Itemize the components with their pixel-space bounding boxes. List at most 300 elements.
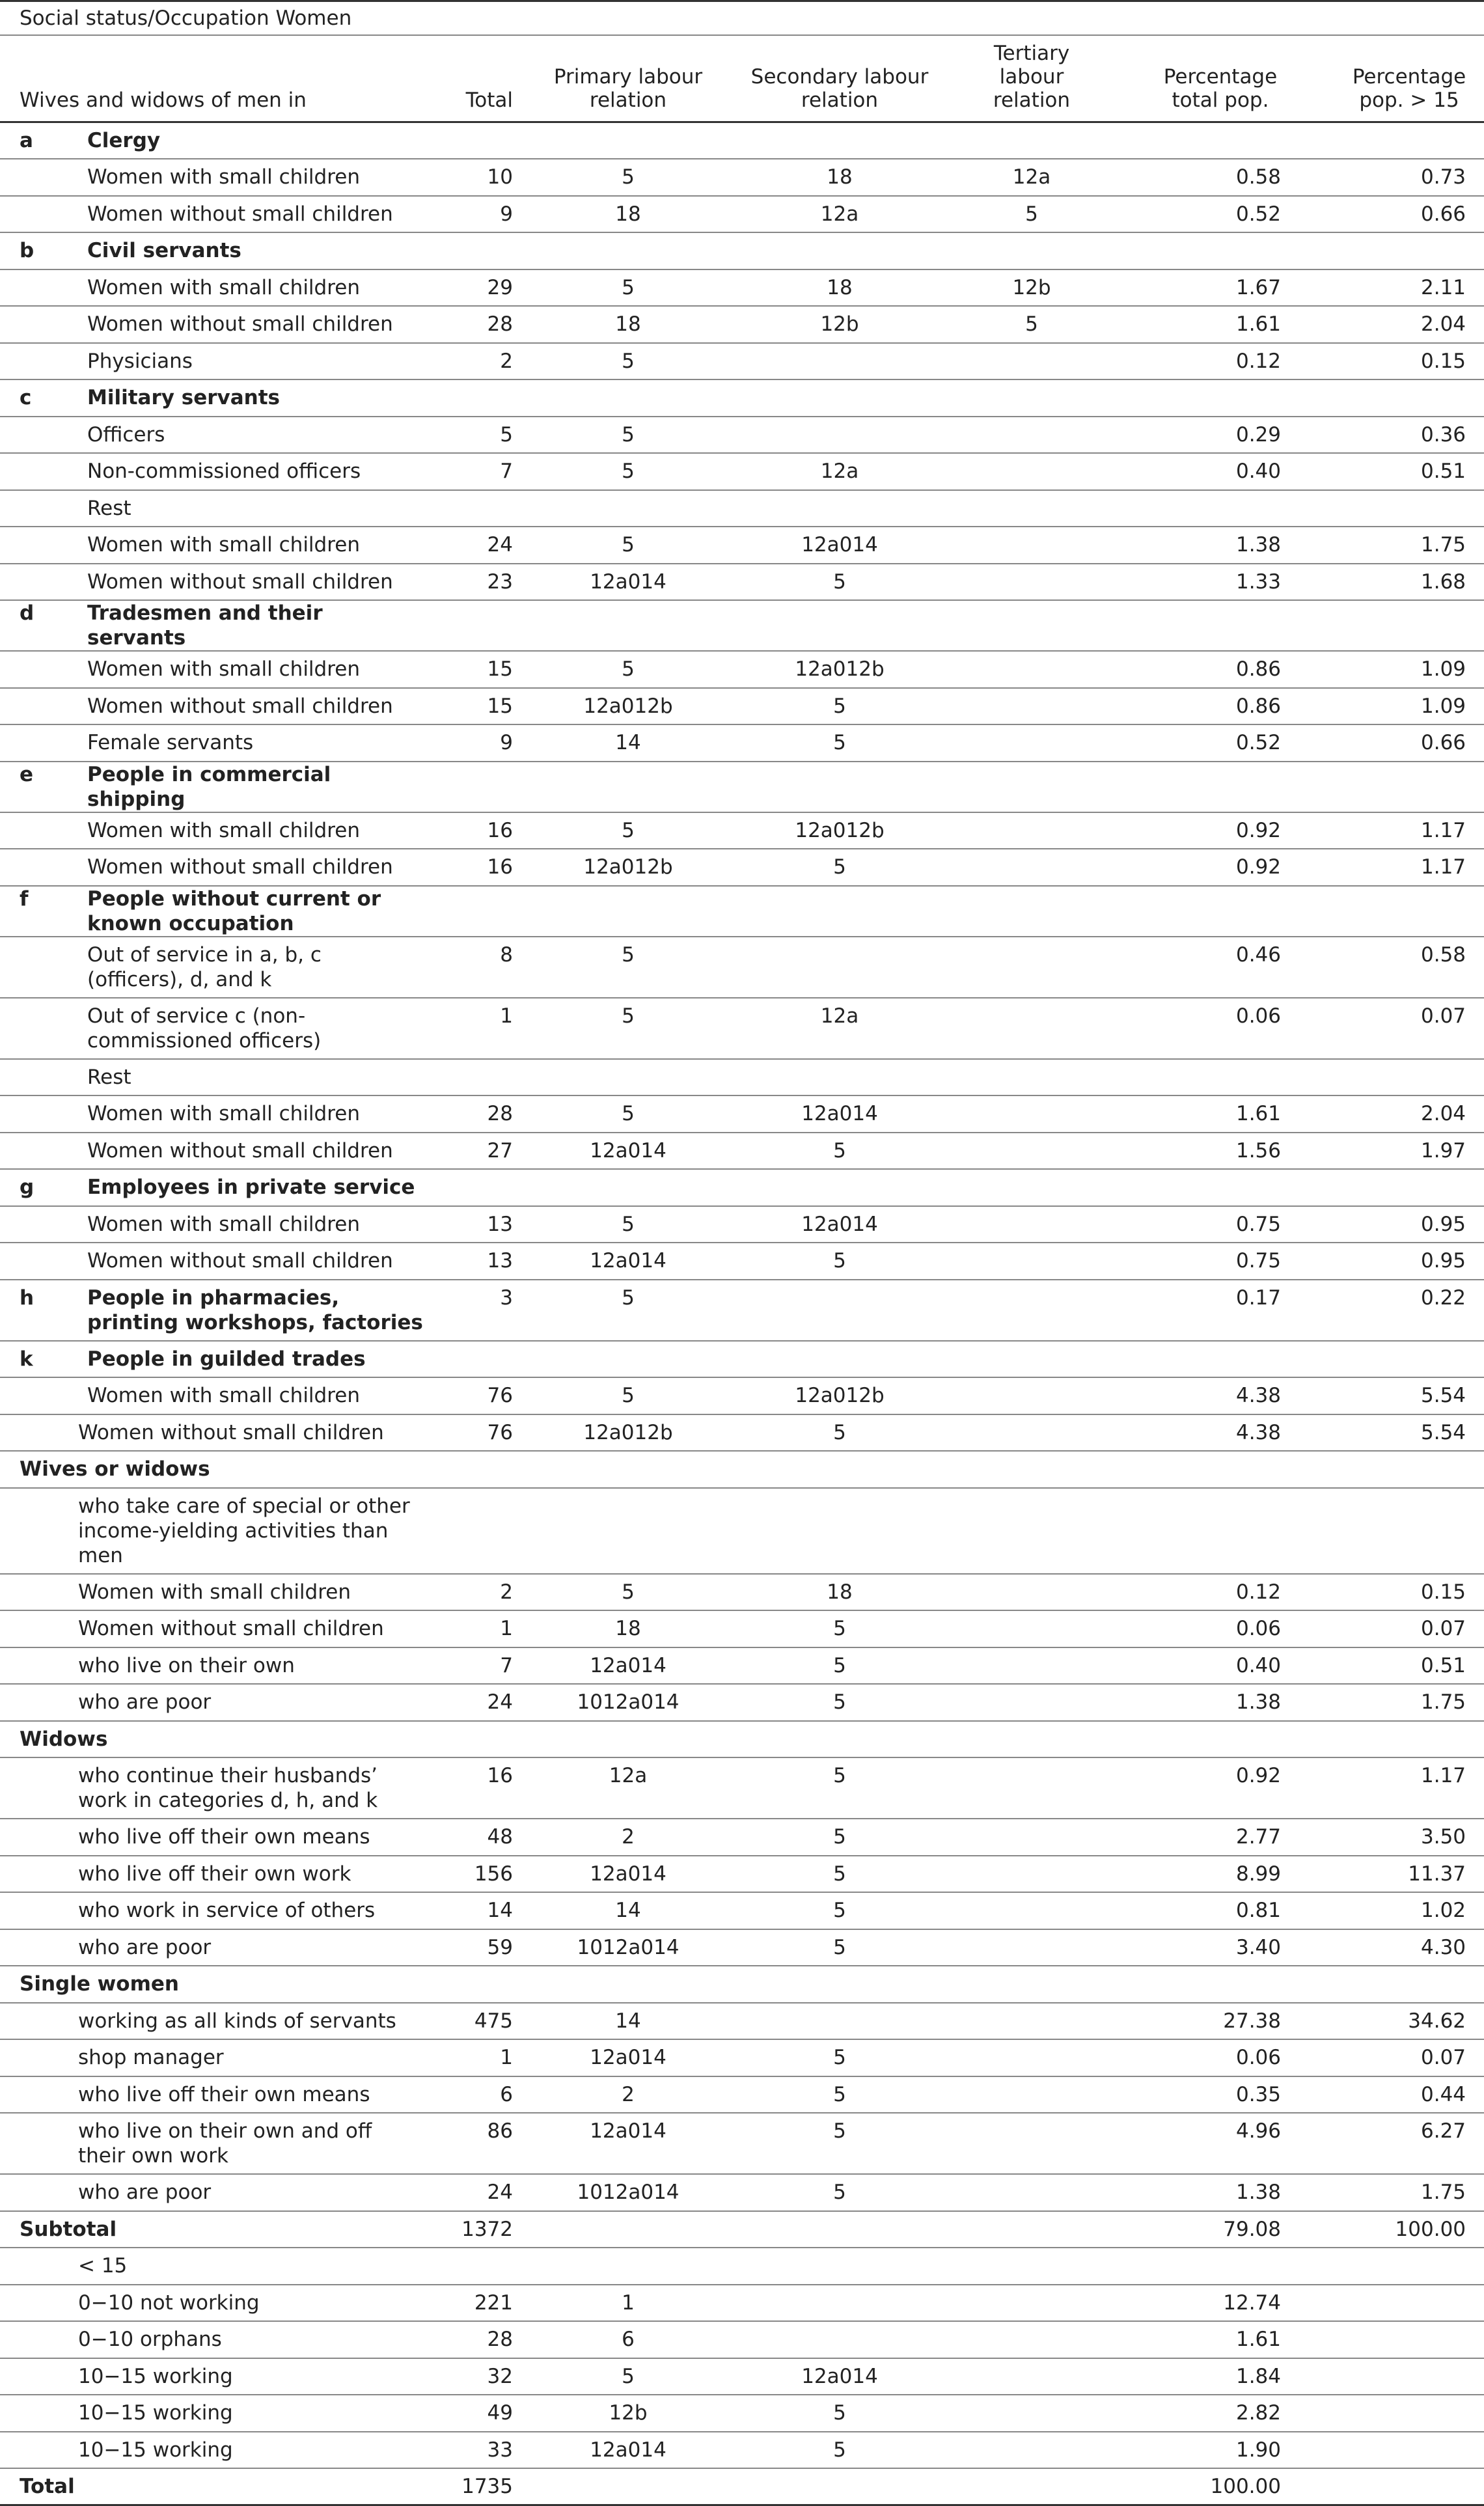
cell-tertiary [944,1206,1120,1243]
category-row [0,122,1484,159]
cell-pct-total [1120,490,1302,527]
cell-pct-total: 0.40 [1235,460,1281,484]
cell-secondary: 12a [820,460,859,484]
cell-primary: 5 [622,1384,635,1408]
cell-tertiary [944,849,1120,886]
cell-pct-15: 0.95 [1421,1249,1466,1273]
cell-tertiary: 12a [1012,165,1051,189]
cell-primary [521,232,735,269]
row-label: who are poor [78,2181,212,2205]
row-label: Physicians [87,349,193,373]
row-label: 10−15 working [78,2364,233,2388]
row-label: 0−10 orphans [78,2328,222,2352]
cell-secondary: 12a [820,202,859,226]
row-label: Women without small children [87,312,393,337]
cell-secondary [735,600,944,651]
table-row [0,490,1484,527]
cell-pct-total [1120,2248,1302,2285]
table-row [0,564,1484,601]
cell-pct-total [1120,1169,1302,1206]
cell-primary: 5 [622,1212,635,1236]
cell-tertiary [944,600,1120,651]
category-code: k [20,1347,33,1371]
row-label: Rest [87,496,131,520]
cell-secondary: 5 [833,570,846,594]
cell-total [430,1169,521,1206]
cell-pct-total: 0.17 [1235,1286,1281,1310]
category-label [0,379,430,417]
table-row [0,1647,1484,1685]
row-label: Women without small children [78,1420,384,1444]
table-row [0,1574,1484,1611]
cell-total [430,490,521,527]
cell-total [430,1488,521,1574]
cell-secondary: 5 [833,2181,846,2205]
cell-secondary [735,1966,944,2003]
category-name: Tradesmen and their servants [87,601,323,650]
category-row [0,1280,1484,1341]
cell-pct-total: 1.38 [1235,2181,1281,2205]
cell-primary: 5 [622,460,635,484]
cell-pct-15 [1302,886,1484,937]
cell-primary: 5 [622,533,635,557]
table-row [0,937,1484,998]
category-name: Employees in private service [87,1176,415,1200]
cell-pct-total: 0.06 [1235,2046,1281,2070]
row-label: who live on their own and off their own work [78,2119,372,2168]
cell-secondary: 5 [833,855,846,879]
cell-primary: 5 [622,1102,635,1126]
row-label: Women without small children [87,694,393,718]
cell-primary: 12a014 [590,2438,666,2462]
cell-secondary: 5 [833,2082,846,2106]
cell-secondary: 5 [833,1862,846,1886]
cell-pct-total [1120,1451,1302,1488]
cell-pct-total: 1.84 [1235,2364,1281,2388]
cell-secondary [735,1341,944,1378]
table-row [0,1684,1484,1721]
cell-pct-total: 1.38 [1235,533,1281,557]
cell-tertiary [944,1610,1120,1647]
cell-tertiary [944,1721,1120,1758]
section-row [0,2211,1484,2248]
cell-tertiary [944,1966,1120,2003]
cell-pct-total: 0.92 [1235,855,1281,879]
cell-tertiary [944,527,1120,564]
table-row [0,417,1484,454]
table-row [0,1819,1484,1856]
cell-tertiary [944,998,1120,1059]
category-code: a [20,129,33,152]
cell-secondary [735,1721,944,1758]
cell-primary [521,1721,735,1758]
cell-primary [521,122,735,159]
cell-primary: 5 [622,1004,635,1028]
row-label: 10−15 working [78,2438,233,2462]
cell-pct-15 [1302,2358,1484,2395]
cell-primary: 12a012b [583,694,673,718]
cell-secondary: 5 [833,731,846,755]
cell-primary: 5 [622,275,635,299]
cell-secondary [735,417,944,454]
cell-secondary [735,122,944,159]
table-title: Social status/Occupation Women [20,6,352,30]
cell-secondary: 5 [833,1249,846,1273]
cell-pct-15: 1.75 [1421,1690,1466,1714]
cell-pct-total: 1.61 [1235,2328,1281,2352]
cell-pct-total: 0.40 [1235,1653,1281,1677]
cell-pct-15: 0.51 [1421,1653,1466,1677]
cell-pct-15: 1.17 [1421,855,1466,879]
cell-pct-15: 1.17 [1421,818,1466,842]
cell-total: 13 [487,1249,513,1273]
total-row [0,2468,1484,2505]
table-row [0,1610,1484,1647]
cell-secondary: 5 [833,1825,846,1849]
cell-tertiary [944,1892,1120,1929]
cell-secondary [735,937,944,998]
cell-total: 14 [487,1899,513,1923]
cell-pct-15: 1.97 [1421,1138,1466,1163]
cell-tertiary [944,1341,1120,1378]
cell-secondary [735,2003,944,2040]
cell-primary: 6 [622,2328,635,2352]
cell-primary [521,1488,735,1574]
row-label: who work in service of others [78,1899,376,1923]
cell-secondary: 5 [833,2438,846,2462]
cell-tertiary [944,343,1120,380]
cell-tertiary [944,2174,1120,2211]
cell-total: 10 [487,165,513,189]
cell-pct-15 [1302,2395,1484,2432]
header-secondary: Secondary labour relation [750,65,929,112]
cell-pct-15: 1.09 [1421,694,1466,718]
section-label: Single women [20,1972,179,1996]
cell-pct-15 [1302,762,1484,812]
cell-pct-total [1120,1488,1302,1574]
cell-total: 28 [487,312,513,337]
section-row [0,1966,1484,2003]
table-row [0,688,1484,725]
cell-tertiary [944,1488,1120,1574]
cell-total [430,122,521,159]
cell-tertiary [944,1243,1120,1280]
category-name: Civil servants [87,239,241,263]
row-label: who live off their own means [78,1825,370,1849]
table-row [0,1133,1484,1170]
cell-secondary: 5 [833,2401,846,2425]
cell-tertiary [944,2468,1120,2505]
cell-primary: 1012a014 [577,2181,680,2205]
cell-primary: 2 [622,2082,635,2106]
cell-primary: 18 [615,202,641,226]
cell-primary [521,2211,735,2248]
cell-total: 1 [500,1004,513,1028]
cell-pct-total: 2.77 [1235,1825,1281,1849]
cell-pct-total: 0.35 [1235,2082,1281,2106]
cell-primary: 12a014 [590,1862,666,1886]
table-row [0,1243,1484,1280]
cell-total [430,600,521,651]
row-label: Officers [87,422,165,447]
cell-secondary [735,490,944,527]
cell-total: 29 [487,275,513,299]
cell-secondary [735,2321,944,2358]
cell-tertiary [944,1280,1120,1341]
cell-tertiary [944,2211,1120,2248]
cell-secondary: 5 [833,1935,846,1959]
cell-primary: 18 [615,1617,641,1641]
table-row [0,2248,1484,2285]
cell-tertiary [944,1929,1120,1966]
cell-pct-15: 34.62 [1408,2009,1466,2033]
cell-tertiary: 5 [1025,312,1038,337]
cell-pct-15: 0.36 [1421,422,1466,447]
table-row [0,724,1484,762]
cell-pct-15 [1302,122,1484,159]
cell-secondary: 12a014 [801,1102,878,1126]
cell-total: 221 [474,2291,513,2315]
cell-secondary: 5 [833,1899,846,1923]
cell-total [430,1451,521,1488]
category-row [0,1169,1484,1206]
cell-tertiary [944,122,1120,159]
cell-tertiary [944,1414,1120,1452]
cell-tertiary [944,2076,1120,2114]
cell-secondary [735,232,944,269]
cell-pct-15: 1.68 [1421,570,1466,594]
table-row [0,1414,1484,1452]
cell-secondary: 5 [833,1420,846,1444]
cell-secondary: 12a014 [801,533,878,557]
cell-total: 6 [500,2082,513,2106]
cell-total [430,1721,521,1758]
cell-pct-15 [1302,379,1484,417]
cell-pct-15: 0.07 [1421,1617,1466,1641]
cell-pct-total: 1.56 [1235,1138,1281,1163]
table-row [0,1488,1484,1574]
cell-pct-15 [1302,1341,1484,1378]
cell-pct-15: 5.54 [1421,1420,1466,1444]
cell-pct-15 [1302,1059,1484,1096]
category-code: d [20,601,34,625]
cell-pct-total: 4.96 [1235,2119,1281,2143]
cell-pct-15: 0.07 [1421,1004,1466,1028]
row-label: Out of service c (non-commissioned officers) [87,1004,322,1053]
row-label: Non-commissioned officers [87,460,361,484]
section-row [0,1451,1484,1488]
cell-primary: 1012a014 [577,1935,680,1959]
cell-secondary [735,1451,944,1488]
cell-secondary: 5 [833,1653,846,1677]
cell-tertiary [944,1133,1120,1170]
row-label: who are poor [78,1690,212,1714]
cell-total [430,379,521,417]
table-row [0,2358,1484,2395]
cell-pct-total: 1.61 [1235,312,1281,337]
cell-total: 16 [487,1764,513,1787]
cell-pct-15: 1.09 [1421,657,1466,682]
cell-pct-15: 5.54 [1421,1384,1466,1408]
category-label [0,1341,430,1378]
cell-pct-total: 1.38 [1235,1690,1281,1714]
cell-tertiary [944,2039,1120,2076]
cell-total: 13 [487,1212,513,1236]
table-row [0,2174,1484,2211]
category-row [0,232,1484,269]
cell-tertiary [944,490,1120,527]
cell-pct-total: 0.75 [1235,1212,1281,1236]
table-body [0,122,1484,2505]
category-row [0,600,1484,651]
cell-primary: 5 [622,422,635,447]
cell-pct-total: 0.58 [1235,165,1281,189]
cell-primary: 5 [622,349,635,373]
category-name: Clergy [87,129,161,152]
cell-tertiary [944,1856,1120,1893]
cell-pct-total [1120,379,1302,417]
cell-tertiary [944,1169,1120,1206]
table-row [0,1892,1484,1929]
table-row [0,306,1484,343]
cell-primary [521,2468,735,2505]
table-row [0,269,1484,307]
cell-tertiary [944,724,1120,762]
cell-pct-15: 0.22 [1421,1286,1466,1310]
cell-tertiary: 5 [1025,202,1038,226]
cell-total: 475 [474,2009,513,2033]
cell-total: 59 [487,1935,513,1959]
cell-secondary: 12a014 [801,1212,878,1236]
category-label [0,600,430,651]
cell-total: 3 [500,1286,513,1310]
cell-primary: 14 [615,1899,641,1923]
cell-secondary: 5 [833,1617,846,1641]
cell-total: 2 [500,349,513,373]
cell-total [430,1059,521,1096]
cell-primary: 5 [622,657,635,682]
cell-pct-15 [1302,232,1484,269]
category-label [0,122,430,159]
table-row [0,1856,1484,1893]
cell-total [430,1966,521,2003]
cell-primary: 12a012b [583,855,673,879]
cell-pct-15: 6.27 [1421,2119,1466,2143]
cell-pct-total: 100.00 [1210,2475,1281,2498]
row-label: Women with small children [87,165,360,189]
row-label: who live on their own [78,1653,295,1677]
row-label: Women with small children [87,657,360,682]
cell-pct-15: 0.73 [1421,165,1466,189]
category-name: People in pharmacies, printing workshops, factories [87,1286,423,1334]
header-tertiary: Tertiary labour relation [993,42,1071,112]
cell-pct-total: 79.08 [1223,2217,1281,2241]
cell-pct-15: 0.66 [1421,202,1466,226]
row-label: Women with small children [87,533,360,557]
cell-pct-total: 4.38 [1235,1420,1281,1444]
table-row [0,2039,1484,2076]
table-row [0,1929,1484,1966]
row-label: Women with small children [87,275,360,299]
cell-pct-15: 0.15 [1421,1580,1466,1604]
cell-secondary [735,1280,944,1341]
cell-pct-15: 1.17 [1421,1764,1466,1787]
category-row [0,1341,1484,1378]
section-label: Total [20,2475,75,2498]
table-row [0,651,1484,688]
cell-primary [521,1059,735,1096]
category-code: g [20,1176,34,1200]
cell-total: 8 [500,943,513,967]
cell-pct-total: 0.12 [1235,349,1281,373]
cell-total: 86 [487,2119,513,2143]
cell-pct-total: 0.86 [1235,657,1281,682]
cell-tertiary [944,2113,1120,2174]
row-label: < 15 [78,2254,128,2278]
row-label: Women without small children [87,202,393,226]
cell-pct-total [1120,886,1302,937]
cell-primary: 5 [622,165,635,189]
cell-tertiary [944,2248,1120,2285]
cell-total: 15 [487,694,513,718]
row-label: who take care of special or other income-yielding activities than men [78,1494,410,1567]
cell-pct-15: 2.11 [1421,275,1466,299]
cell-total [430,1341,521,1378]
cell-primary: 12b [609,2401,648,2425]
cell-pct-15 [1302,1488,1484,1574]
cell-tertiary [944,2285,1120,2322]
cell-total: 32 [487,2364,513,2388]
cell-total: 9 [500,731,513,755]
row-label: shop manager [78,2046,224,2070]
category-label [0,1169,430,1206]
category-label [0,762,430,812]
cell-total: 5 [500,422,513,447]
category-label [0,232,430,269]
cell-secondary: 18 [827,275,853,299]
section-label: Widows [20,1727,108,1751]
cell-primary [521,490,735,527]
cell-primary: 5 [622,1580,635,1604]
cell-secondary [735,2248,944,2285]
cell-primary [521,762,735,812]
cell-tertiary [944,1059,1120,1096]
category-code: b [20,239,34,263]
cell-tertiary [944,2321,1120,2358]
category-row [0,886,1484,937]
cell-pct-total: 0.52 [1235,731,1281,755]
cell-pct-15: 3.50 [1421,1825,1466,1849]
cell-primary: 12a014 [590,1249,666,1273]
cell-total [430,232,521,269]
cell-pct-total: 0.29 [1235,422,1281,447]
cell-primary [521,2248,735,2285]
cell-secondary: 5 [833,2119,846,2143]
cell-total [430,762,521,812]
cell-primary: 5 [622,943,635,967]
cell-tertiary [944,453,1120,490]
row-label: Women without small children [87,570,393,594]
cell-pct-15 [1302,490,1484,527]
cell-secondary [735,762,944,812]
cell-pct-total: 0.46 [1235,943,1281,967]
cell-primary [521,600,735,651]
table-row [0,812,1484,849]
cell-total: 24 [487,1690,513,1714]
cell-secondary: 12a014 [801,2364,878,2388]
cell-tertiary: 12b [1012,275,1051,299]
table-row [0,159,1484,196]
